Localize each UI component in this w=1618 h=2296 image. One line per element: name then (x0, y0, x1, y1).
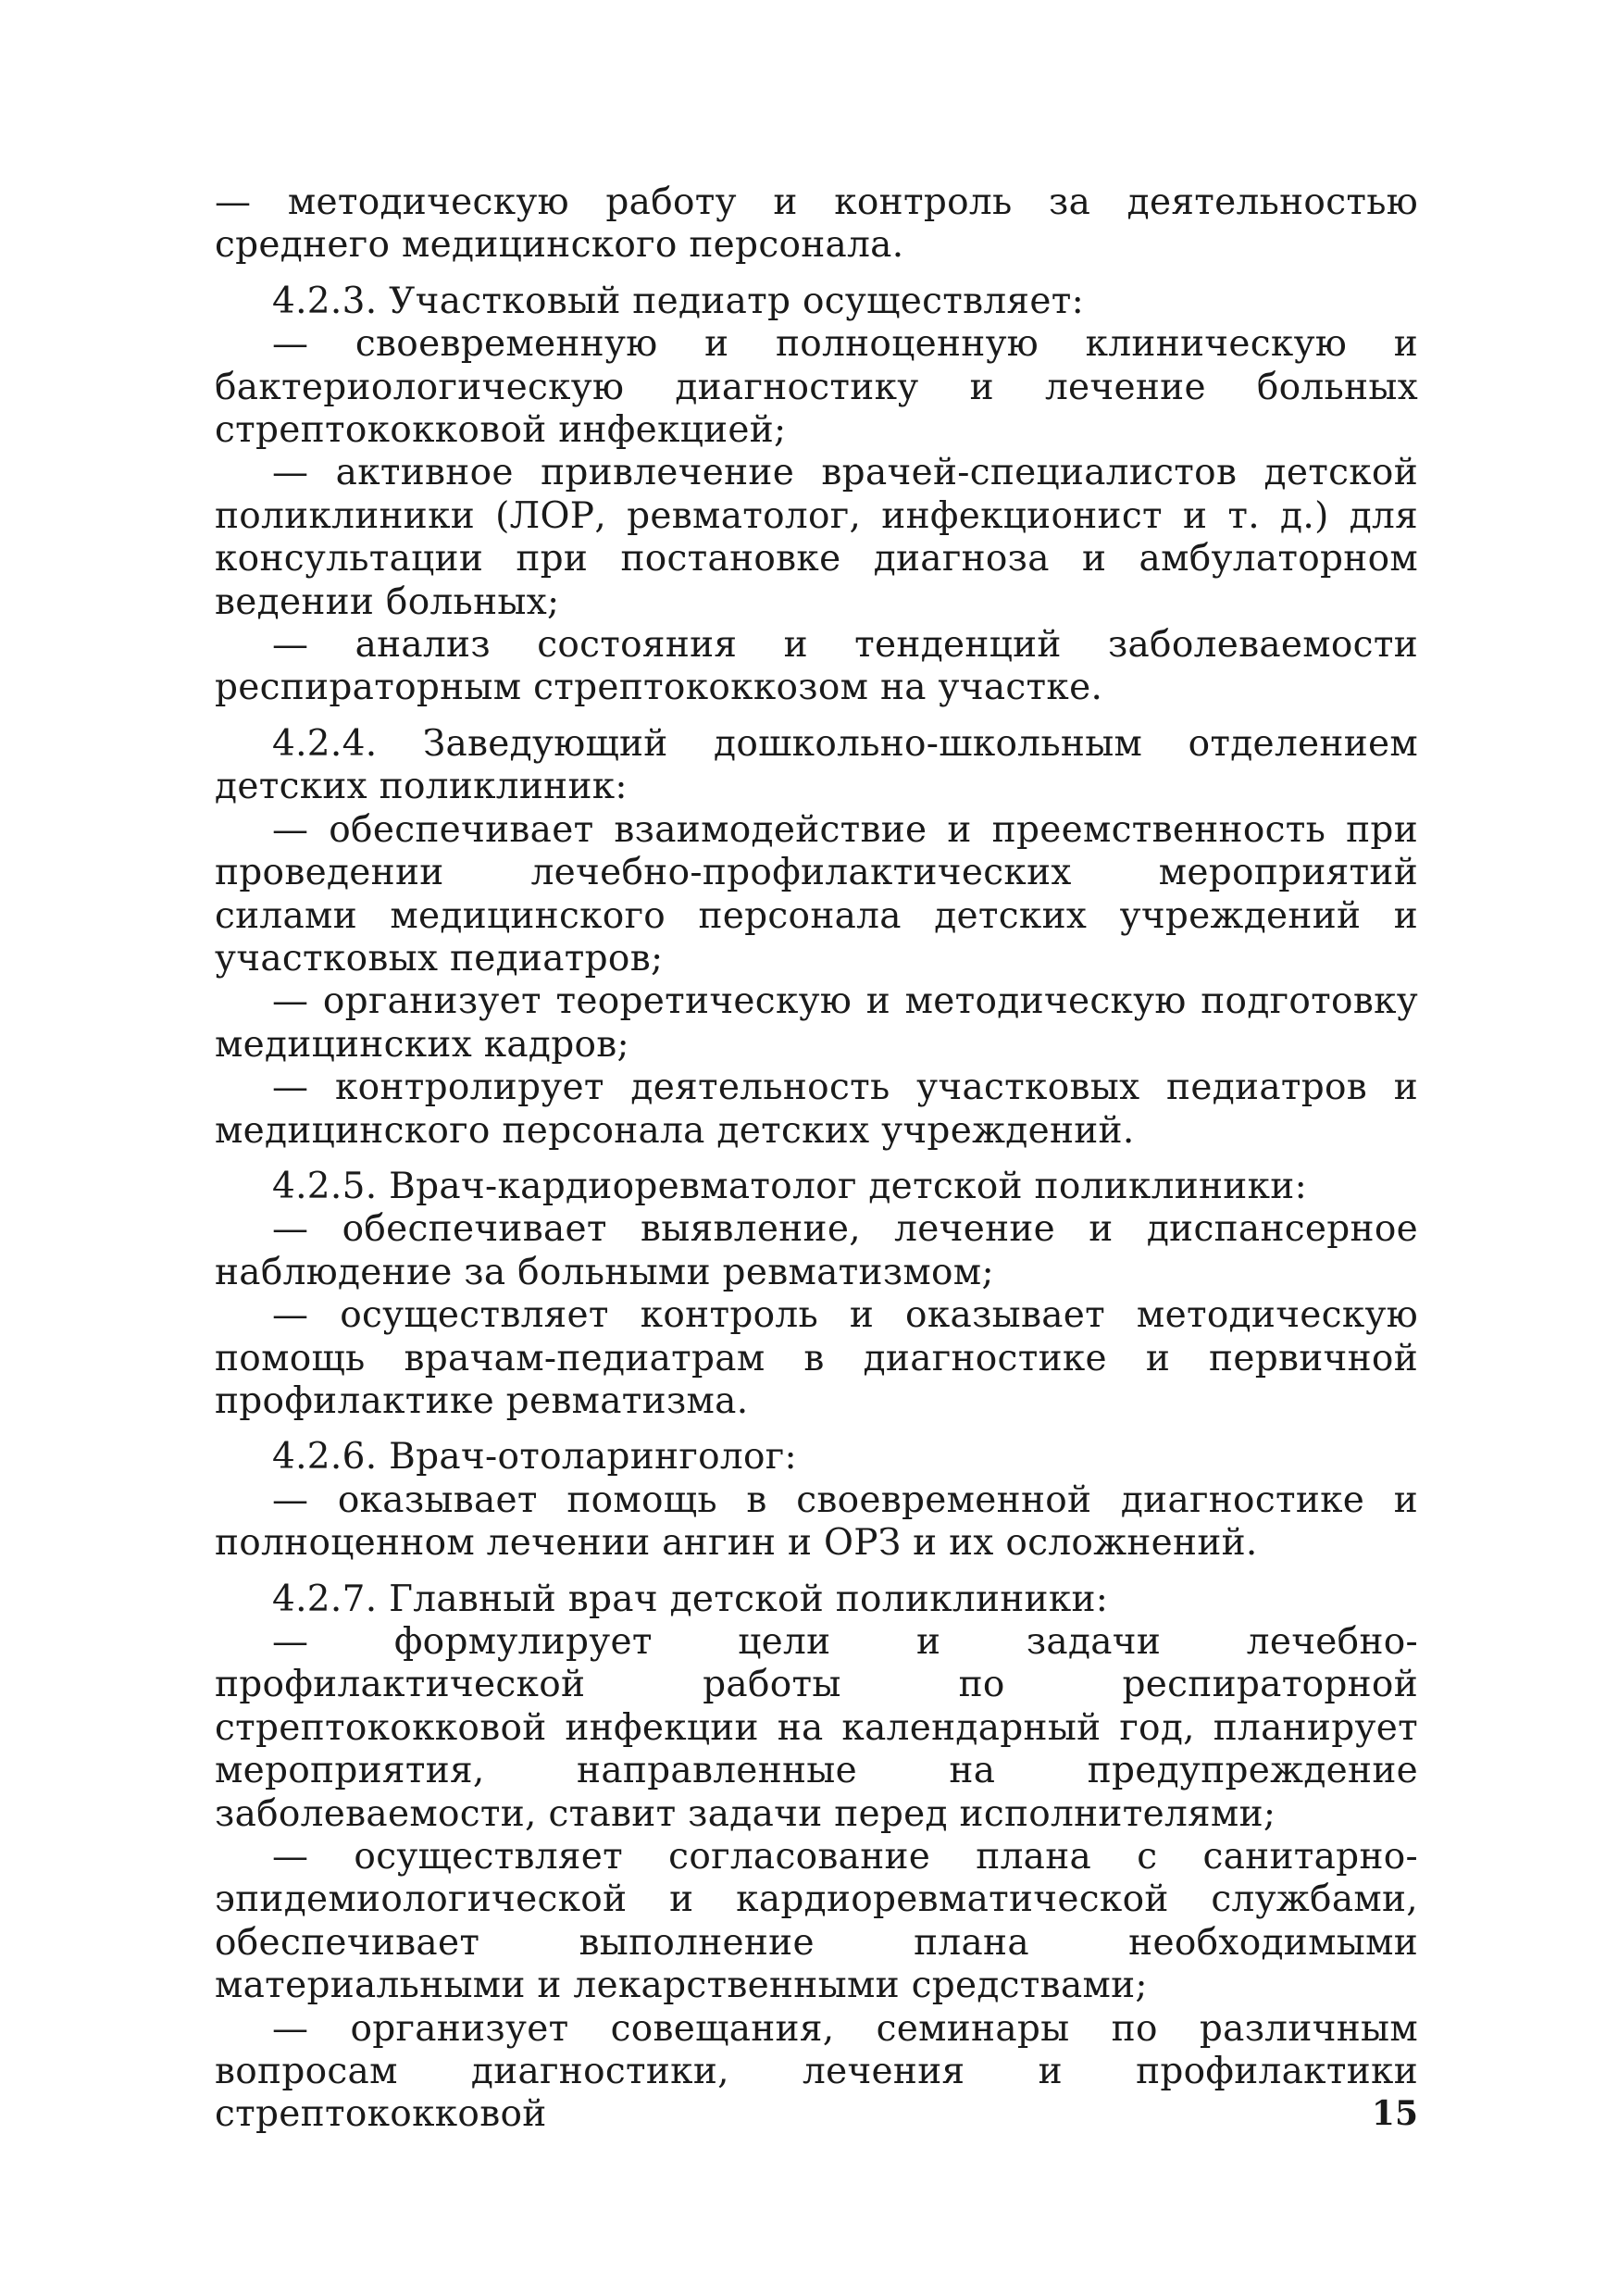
section-heading-4-2-7: 4.2.7. Главный врач детской поликлиники: (272, 1578, 1109, 1620)
list-item: — анализ состояния и тенденций заболеваемости респираторным стрептококкозом на участке. (215, 624, 1418, 709)
list-item: — организует теоретическую и методическую подготовку медицинских кадров; (215, 980, 1418, 1066)
list-item: — осуществляет согласование плана с санитарно-эпидемиологической и кардиоревматической службами, обеспечивает выполнение плана необходимыми материальными и лекарственными средствами; (215, 1836, 1418, 2007)
section-heading-4-2-3: 4.2.3. Участковый педиатр осуществляет: (272, 280, 1085, 322)
list-item: — контролирует деятельность участковых педиатров и медицинского персонала детских учреждений. (215, 1067, 1418, 1152)
list-item: — своевременную и полноценную клиническую и бактериологическую диагностику и лечение больных стрептококковой инфекцией; (215, 323, 1418, 452)
list-item: — оказывает помощь в своевременной диагностике и полноценном лечении ангин и ОРЗ и их осложнений. (215, 1479, 1418, 1565)
paragraph-continuation: — методическую работу и контроль за деятельностью среднего медицинского персонала. (215, 181, 1418, 267)
page-body (215, 181, 1418, 2137)
list-item: — обеспечивает выявление, лечение и диспансерное наблюдение за больными ревматизмом; (215, 1208, 1418, 1293)
section-heading-4-2-4: 4.2.4. Заведующий дошкольно-школьным отделением детских поликлиник: (215, 722, 1418, 808)
section-heading-4-2-6: 4.2.6. Врач-отоларинголог: (272, 1436, 797, 1479)
page-number: 15 (1371, 2094, 1418, 2133)
list-item: — осуществляет контроль и оказывает методическую помощь врачам-педиатрам в диагностике и первичной профилактике ревматизма. (215, 1294, 1418, 1422)
list-item: — организует совещания, семинары по различным вопросам диагностики, лечения и профилактики стрептококковой (215, 2007, 1418, 2136)
list-item: — активное привлечение врачей-специалистов детской поликлиники (ЛОР, ревматолог, инфекционист и т. д.) для консультации при постановке диагноза и амбулаторном ведении больных; (215, 452, 1418, 623)
section-heading-4-2-5: 4.2.5. Врач-кардиоревматолог детской поликлиники: (272, 1165, 1308, 1207)
list-item: — обеспечивает взаимодействие и преемственность при проведении лечебно-профилактических мероприятий силами медицинского персонала детских учреждений и участковых педиатров; (215, 808, 1418, 980)
list-item: — формулирует цели и задачи лечебно-профилактической работы по респираторной стрептококковой инфекции на календарный год, планирует мероприятия, направленные на предупреждение заболеваемости, ставит задачи перед исполнителями; (215, 1621, 1418, 1835)
